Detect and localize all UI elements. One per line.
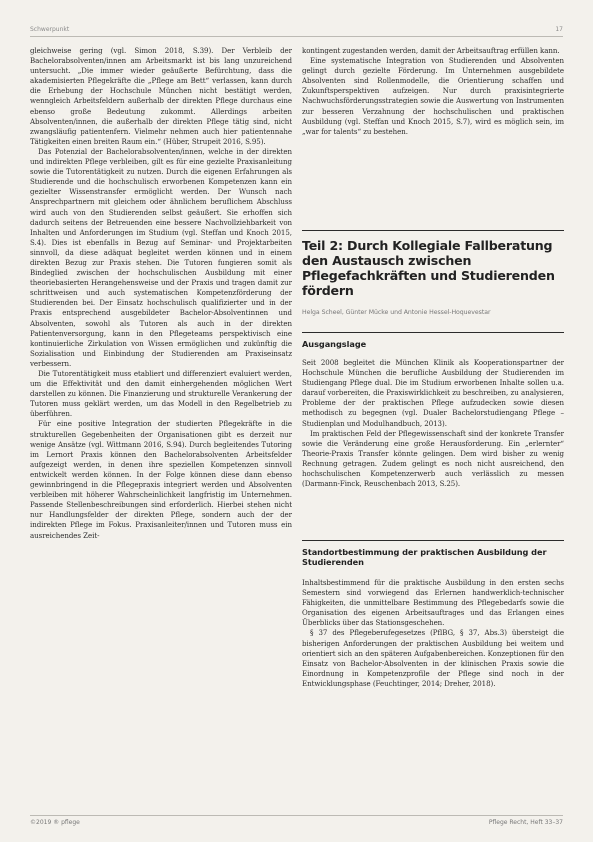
- section-rule: [302, 332, 564, 333]
- footer-journal-ref: Pflege Recht, Heft 33–37: [488, 819, 563, 826]
- section-ausgangslage: [302, 358, 564, 489]
- part-title: Teil 2: Durch Kollegiale Fallberatung den Austausch zwischen Pflegefachkräften und Studierenden fördern: [302, 238, 555, 298]
- paragraph: Inhaltsbestimmend für die praktische Ausbildung in den ersten sechs Semestern sind vorwiegend das Erlernen handwerklich-technischer Fähigkeiten, die unmittelbare Bestimmung des Pflegebedarfs sowie die Organisation des eigenen Arbeitsauftrages und das Erlangen eines Überblicks über das Stationsgeschehen.: [302, 578, 564, 628]
- section-rule: [302, 230, 564, 231]
- footer-copyright: ©2019 ® pflege: [30, 819, 80, 826]
- header-section-label: Schwerpunkt: [30, 26, 70, 33]
- authors-line: Helga Scheel, Günter Mücke und Antonie Hessel-Hoquevestar: [302, 309, 491, 316]
- paragraph: Die Tutorentätigkeit muss etabliert und differenziert evaluiert werden, um die Effektivität und den damit einhergehenden möglichen Wert darstellen zu können. Die Finanzierung und strukturelle Verankerung der Tutoren muss geklärt werden, um das Modell in den Regelbetrieb zu überführen.: [30, 369, 292, 419]
- section-heading-standortbestimmung: Standortbestimmung der praktischen Ausbildung der Studierenden: [302, 547, 547, 567]
- paragraph: Im praktischen Feld der Pflegewissenschaft sind der konkrete Transfer sowie die Veränderung eine große Herausforderung. Ein „erlernter“ Theorie-Praxis Transfer könnte gelingen. Dem wird bisher zu wenig Rechnung getragen. Zudem gelingt es noch nicht ausreichend, den hochschulischen Kompetenzerwerb auch verlässlich zu messen (Darmann-Finck, Reuschenbach 2013, S.25).: [302, 428, 564, 489]
- section-standortbestimmung: [302, 578, 564, 689]
- paragraph: Für eine positive Integration der studierten Pflegekräfte in die strukturellen Gegebenheiten der Organisationen gibt es derzeit nur wenige Ansätze (vgl. Wittmann 2016, S.94). Durch begleitendes Tutoring im Lernort Praxis können den Bachelorabsolventen Arbeitsfelder aufgezeigt werden, in denen ihre speziellen Kompetenzen sinnvoll entwickelt werden können. In der Folge können diese dann ebenso gewinnbringend in die Pflegepraxis integriert werden und Absolventen verbleiben mit höherer Wahrscheinlichkeit langfristig im Unternehmen. Passende Stellenbeschreibungen sind erforderlich. Hierbei stehen nicht nur Handlungsfelder der direkten Pflege, sondern auch der der indirekten Pflege im Fokus. Praxisanleiter/innen und Tutoren muss ein ausreichendes Zeit-: [30, 419, 292, 540]
- left-column: [30, 46, 292, 541]
- running-header: [30, 24, 563, 37]
- paragraph: Seit 2008 begleitet die München Klinik als Kooperationspartner der Hochschule München die berufliche Ausbildung der Studierenden im Studiengang Pflege dual. Die im Studium erworbenen Inhalte sollen u.a. darauf vorbereiten, die Praxiswirklichkeit zu beschreiben, zu analysieren, Probleme der der praktischen Pflege aufzudecken sowie diesen methodisch zu begegnen (vgl. Dualer Bachelorstudiengang Pflege – Studienplan und Modulhandbuch, 2013).: [302, 358, 564, 428]
- section-rule: [302, 540, 564, 541]
- page-footer: [30, 815, 563, 828]
- header-page-number: 17: [555, 26, 563, 33]
- paragraph: § 37 des Pflegeberufegesetzes (PflBG, § 37, Abs.3) übersteigt die bisherigen Anforderungen der praktischen Ausbildung bei weitem und orientiert sich an den späteren Aufgabenbereichen. Konzeptionen für den Einsatz von Bachelor-Absolventen in der klinischen Praxis sowie die Einordnung in Kompetenzprofile der Pflege sind noch in der Entwicklungsphase (Feuchtinger, 2014; Dreher, 2018).: [302, 628, 564, 688]
- paragraph: Das Potenzial der Bachelorabsolventen/innen, welche in der direkten und indirekten Pflege verbleiben, gilt es für eine gezielte Praxisanleitung sowie die Tutorentätigkeit zu nutzen. Durch die eigenen Erfahrungen als Studierende und die hochschulisch erworbenen Kompetenzen kann ein gezielter Wissenstransfer ermöglicht werden. Der Wunsch nach Ansprechpartnern mit gleichem oder ähnlichem beruflichem Abschluss wird auch von den Studierenden selbst geäußert. Sie erhoffen sich dadurch seitens der Betreuenden eine bessere Nachvollziehbarkeit von Inhalten und Anforderungen im Studium (vgl. Steffan und Knoch 2015, S.4). Dies ist ebenfalls in Bezug auf Seminar- und Projektarbeiten sinnvoll, da diese adäquat begleitet werden können und in einem direkten Bezug zur Praxis stehen. Die Tutoren fungieren somit als Bindeglied zwischen der hochschulischen Ausbildung mit einer theoriebasierten Herangehensweise und der Praxis und tragen damit zur schrittweisen und auch systematischen Kompetenzförderung der Studierenden bei. Der Einsatz hochschulisch qualifizierter und in der Praxis entsprechend ausgebildeter Bachelor-Absolventinnen und Absolventen, sowohl als Tutoren als auch in der direkten Patientenversorgung, kann in den Pflegeteams perspektivisch eine kontinuierliche Zirkulation von Wissen ermöglichen und zukünftig die Sozialisation und Einbindung der Studierenden am Praxiseinsatz verbessern.: [30, 146, 292, 368]
- paragraph: Eine systematische Integration von Studierenden und Absolventen gelingt durch gezielte Förderung. Im Unternehmen ausgebildete Absolventen sind Rollenmodelle, die Orientierung schaffen und Zukunftsperspektiven aufzeigen. Nur durch praxisintegrierte Nachwuchsförderungsstrategien sowie die Auswertung von Instrumenten zur besseren Verzahnung der hochschulischen und praktischen Ausbildung (vgl. Steffan und Knoch 2015, S.7), wird es möglich sein, im „war for talents“ zu bestehen.: [302, 56, 564, 136]
- paragraph: gleichweise gering (vgl. Simon 2018, S.39). Der Verbleib der Bachelorabsolventen/innen am Arbeitsmarkt ist bis lang unzureichend untersucht. „Die immer wieder geäußerte Befürchtung, dass die akademisierten Pflegekräfte die „Pflege am Bett“ verlassen, kann durch die Erhebung der Hochschule München nicht bestätigt werden, wenngleich Arbeitsfeldern außerhalb der direkten Pflege durchaus eine ebenso große Bedeutung zukommt. Allerdings arbeiten Absolventen/innen, die außerhalb der direkten Pflege tätig sind, nicht zwangsläufig patientenfern. Vielmehr nehmen auch hier patientennahe Tätigkeiten einen breiten Raum ein.“ (Hüber, Strupeit 2016, S.95).: [30, 46, 292, 146]
- paragraph: kontingent zugestanden werden, damit der Arbeitsauftrag erfüllen kann.: [302, 46, 560, 55]
- section-heading-ausgangslage: Ausgangslage: [302, 339, 367, 349]
- right-intro: [302, 46, 564, 137]
